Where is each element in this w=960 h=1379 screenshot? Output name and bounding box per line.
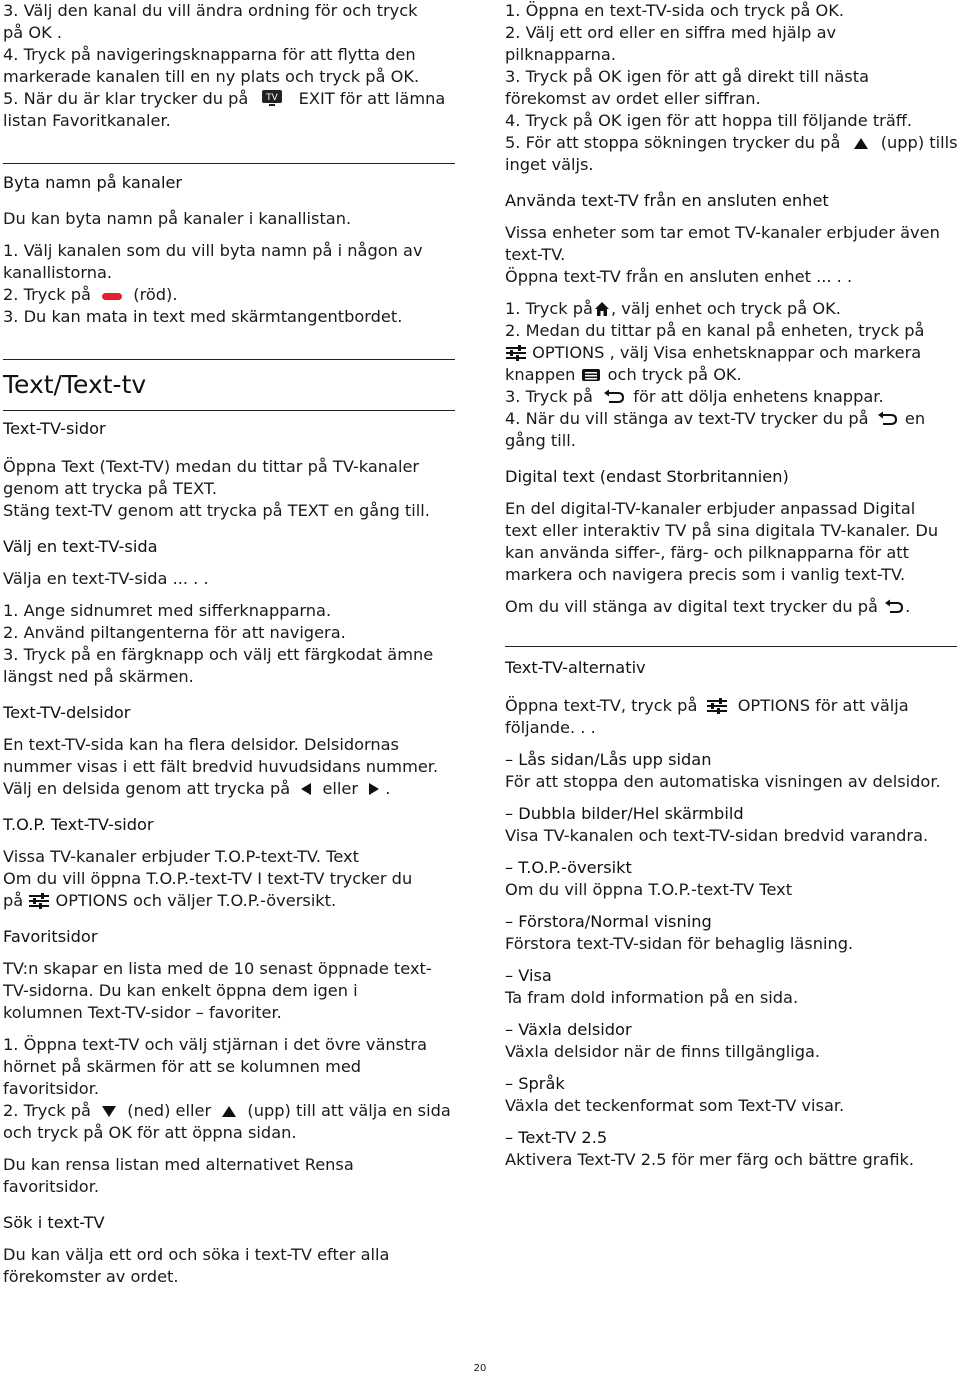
favourites-line-1: TV:n skapar en lista med de 10 senast öppnade text- xyxy=(3,959,432,978)
options-line-1-text: Öppna text-TV, tryck på xyxy=(505,696,698,715)
step-3-cont: på OK . xyxy=(3,23,62,42)
subpages-line-1: En text-TV-sida kan ha flera delsidor. Delsidornas xyxy=(3,735,399,754)
favourites-step-2-cont: och tryck på OK för att öppna sidan. xyxy=(3,1123,297,1142)
search-step-2: 2. Välj ett ord eller en siffra med hjälp av xyxy=(505,23,837,42)
connected-line-2: text-TV. xyxy=(505,245,566,264)
option-title: – Dubbla bilder/Hel skärmbild xyxy=(505,804,744,823)
digital-heading: Digital text (endast Storbritannien) xyxy=(505,467,789,486)
subpages-line-2: nummer visas i ett fält bredvid huvudsidans nummer. xyxy=(3,757,439,776)
page-number: 20 xyxy=(473,1363,487,1374)
option-item xyxy=(505,749,957,793)
connected-step-2-cont xyxy=(505,342,957,364)
top-section xyxy=(3,814,455,912)
step-5-exit: EXIT för att lämna xyxy=(298,89,446,108)
connected-step-2-button-text: knappen xyxy=(505,365,576,384)
right-column xyxy=(505,0,957,1171)
options-list xyxy=(505,749,957,1171)
option-title: – T.O.P.-översikt xyxy=(505,858,632,877)
connected-heading: Använda text-TV från en ansluten enhet xyxy=(505,191,829,210)
svg-text:TV: TV xyxy=(266,93,279,103)
back-icon xyxy=(874,411,900,427)
pages-line-3: Stäng text-TV genom att trycka på TEXT en gång till. xyxy=(3,501,430,520)
options-line-1-options: OPTIONS för att välja xyxy=(737,696,909,715)
connected-step-1-end: , välj enhet och tryck på OK. xyxy=(610,299,841,318)
options-heading: Text-TV-alternativ xyxy=(505,658,646,677)
pages-line-1: Öppna Text (Text-TV) medan du tittar på TV-kanaler xyxy=(3,457,420,476)
option-desc: Visa TV-kanalen och text-TV-sidan bredvid varandra. xyxy=(505,826,929,845)
search-line-1: Du kan välja ett ord och söka i text-TV efter alla xyxy=(3,1245,390,1264)
option-desc: Aktivera Text-TV 2.5 för mer färg och bättre grafik. xyxy=(505,1150,915,1169)
favourites-step-1-end: favoritsidor. xyxy=(3,1079,100,1098)
digital-line-3: kan använda siffer-, färg- och pilknapparna för att xyxy=(505,543,909,562)
step-5-text: 5. När du är klar trycker du på xyxy=(3,89,249,108)
rename-step-1: 1. Välj kanalen som du vill byta namn på i någon av xyxy=(3,241,423,260)
digital-line-5-text: Om du vill stänga av digital text trycker du på xyxy=(505,597,878,616)
rename-step-2-red: (röd). xyxy=(133,285,178,304)
digital-line-4: markera och navigera precis som i vanlig text-TV. xyxy=(505,565,906,584)
home-icon xyxy=(593,301,611,317)
arrow-up-icon xyxy=(846,135,876,151)
top-line-3-text: på xyxy=(3,891,24,910)
option-title: – Växla delsidor xyxy=(505,1020,632,1039)
pages-line-2: genom att trycka på TEXT. xyxy=(3,479,218,498)
digital-line-5-end: . xyxy=(905,597,911,616)
search-step-3-cont: förekomst av ordet eller siffran. xyxy=(505,89,761,108)
digital-line-5 xyxy=(505,596,957,618)
option-title: – Visa xyxy=(505,966,552,985)
rename-step-2 xyxy=(3,284,455,306)
step-4: 4. Tryck på navigeringsknapparna för att flytta den xyxy=(3,45,416,64)
option-item xyxy=(505,803,957,847)
top-line-2: Om du vill öppna T.O.P.-text-TV I text-TV trycker du xyxy=(3,869,413,888)
digital-line-1: En del digital-TV-kanaler erbjuder anpassad Digital xyxy=(505,499,916,518)
rename-heading: Byta namn på kanaler xyxy=(3,173,183,192)
rename-step-1-cont: kanallistorna. xyxy=(3,263,113,282)
rename-step-3: 3. Du kan mata in text med skärmtangentbordet. xyxy=(3,307,403,326)
option-desc: Ta fram dold information på en sida. xyxy=(505,988,799,1007)
divider xyxy=(505,646,957,647)
favourites-heading: Favoritsidor xyxy=(3,927,98,946)
top-heading: T.O.P. Text-TV-sidor xyxy=(3,815,154,834)
arrow-left-icon xyxy=(295,781,317,797)
search-step-1: 1. Öppna en text-TV-sida och tryck på OK. xyxy=(505,1,845,20)
options-line-2: följande. . . xyxy=(505,718,596,737)
options-line-1 xyxy=(505,695,957,717)
step-5 xyxy=(3,88,455,110)
option-title: – Text-TV 2.5 xyxy=(505,1128,608,1147)
connected-step-2-end xyxy=(505,364,957,386)
connected-step-3-end: för att dölja enhetens knappar. xyxy=(633,387,884,406)
tv-icon xyxy=(253,89,293,107)
connected-step-3-text: 3. Tryck på xyxy=(505,387,593,406)
step-5-cont: listan Favoritkanaler. xyxy=(3,111,171,130)
arrow-up-icon xyxy=(216,1103,242,1119)
search-step-3: 3. Tryck på OK igen för att gå direkt till nästa xyxy=(505,67,869,86)
options-icon xyxy=(703,698,733,714)
search-heading: Sök i text-TV xyxy=(3,1213,105,1232)
teletext-pages-section xyxy=(3,418,455,522)
divider xyxy=(3,359,455,360)
keypad-icon xyxy=(580,367,602,383)
options-icon xyxy=(505,345,527,361)
search-step-5 xyxy=(505,132,957,154)
option-title: – Förstora/Normal visning xyxy=(505,912,712,931)
left-column xyxy=(3,0,455,1288)
search-section xyxy=(3,1212,455,1288)
select-intro: Välja en text-TV-sida ... . . xyxy=(3,569,209,588)
step-4-cont: markerade kanalen till en ny plats och tryck på OK. xyxy=(3,67,420,86)
favourites-section xyxy=(3,926,455,1198)
search-step-5-up: (upp) tills xyxy=(880,133,958,152)
favourites-step-2 xyxy=(3,1100,455,1122)
search-steps xyxy=(505,0,957,176)
search-step-5-text: 5. För att stoppa sökningen trycker du på xyxy=(505,133,841,152)
top-line-3-options: OPTIONS och väljer T.O.P.-översikt. xyxy=(55,891,337,910)
connected-step-4-text: 4. När du vill stänga av text-TV trycker du på xyxy=(505,409,869,428)
favourites-step-2-text: 2. Tryck på xyxy=(3,1101,91,1120)
option-item xyxy=(505,1019,957,1063)
favourites-step-2-up: (upp) till att välja en sida xyxy=(247,1101,451,1120)
digital-line-2: text eller interaktiv TV på sina digitala TV-kanaler. Du xyxy=(505,521,939,540)
subpages-line-3-text: Välj en delsida genom att trycka på xyxy=(3,779,291,798)
red-button-icon xyxy=(96,289,128,303)
section-title: Text/Text-tv xyxy=(3,370,147,399)
select-step-3-cont: längst ned på skärmen. xyxy=(3,667,194,686)
favourites-line-3: kolumnen Text-TV-sidor – favoriter. xyxy=(3,1003,282,1022)
search-line-2: förekomster av ordet. xyxy=(3,1267,179,1286)
select-step-1: 1. Ange sidnumret med sifferknapparna. xyxy=(3,601,332,620)
step-3: 3. Välj den kanal du vill ändra ordning för och tryck xyxy=(3,1,418,20)
option-title: – Språk xyxy=(505,1074,565,1093)
option-desc: Växla det teckenformat som Text-TV visar. xyxy=(505,1096,845,1115)
option-item xyxy=(505,1127,957,1171)
select-step-2: 2. Använd piltangenterna för att navigera. xyxy=(3,623,346,642)
subpages-line-3-or: eller xyxy=(322,779,359,798)
option-item xyxy=(505,857,957,901)
options-icon xyxy=(28,893,50,909)
connected-line-1: Vissa enheter som tar emot TV-kanaler erbjuder även xyxy=(505,223,940,242)
favourites-line-2: TV-sidorna. Du kan enkelt öppna dem igen i xyxy=(3,981,358,1000)
subpages-heading: Text-TV-delsidor xyxy=(3,703,131,722)
top-line-3 xyxy=(3,890,455,912)
search-step-2-cont: pilknapparna. xyxy=(505,45,616,64)
connected-step-1-text: 1. Tryck på xyxy=(505,299,593,318)
search-step-5-cont: inget väljs. xyxy=(505,155,594,174)
rename-step-2-text: 2. Tryck på xyxy=(3,285,91,304)
favourites-clear-1: Du kan rensa listan med alternativet Rensa xyxy=(3,1155,354,1174)
option-title: – Lås sidan/Lås upp sidan xyxy=(505,750,712,769)
subpages-line-3-end: . xyxy=(385,779,391,798)
digital-section xyxy=(505,466,957,618)
favourites-step-1-cont: hörnet på skärmen för att se kolumnen med xyxy=(3,1057,362,1076)
option-item xyxy=(505,911,957,955)
connected-step-2: 2. Medan du tittar på en kanal på enheten, tryck på xyxy=(505,321,925,340)
top-line-1: Vissa TV-kanaler erbjuder T.O.P-text-TV. Text xyxy=(3,847,359,866)
connected-step-3 xyxy=(505,386,957,408)
option-item xyxy=(505,965,957,1009)
divider xyxy=(3,410,455,411)
favourites-step-1: 1. Öppna text-TV och välj stjärnan i det övre vänstra xyxy=(3,1035,427,1054)
select-heading: Välj en text-TV-sida xyxy=(3,537,158,556)
arrow-right-icon xyxy=(363,781,385,797)
option-desc: Förstora text-TV-sidan för behaglig läsning. xyxy=(505,934,854,953)
connected-step-4-end: en xyxy=(904,409,926,428)
option-desc: Om du vill öppna T.O.P.-text-TV Text xyxy=(505,880,793,899)
connected-step-2-options: OPTIONS , välj Visa enhetsknappar och markera xyxy=(532,343,922,362)
subpages-line-3 xyxy=(3,778,455,800)
favourites-step-2-down: (ned) eller xyxy=(127,1101,212,1120)
connected-step-2-ok: och tryck på OK. xyxy=(607,365,742,384)
option-desc: För att stoppa den automatiska visningen av delsidor. xyxy=(505,772,941,791)
reorder-steps xyxy=(3,0,455,132)
favourites-clear-2: favoritsidor. xyxy=(3,1177,100,1196)
select-page-section xyxy=(3,536,455,688)
search-step-4: 4. Tryck på OK igen för att hoppa till följande träff. xyxy=(505,111,913,130)
rename-section xyxy=(3,172,455,328)
connected-line-3: Öppna text-TV från en ansluten enhet ... . . xyxy=(505,267,853,286)
option-item xyxy=(505,1073,957,1117)
connected-step-4-cont: gång till. xyxy=(505,431,576,450)
arrow-down-icon xyxy=(96,1103,122,1119)
options-section xyxy=(505,657,957,1171)
pages-heading: Text-TV-sidor xyxy=(3,419,106,438)
option-desc: Växla delsidor när de finns tillgängliga. xyxy=(505,1042,821,1061)
subpages-section xyxy=(3,702,455,800)
connected-step-4 xyxy=(505,408,957,430)
rename-desc: Du kan byta namn på kanaler i kanallistan. xyxy=(3,209,352,228)
back-icon xyxy=(883,599,905,615)
connected-section xyxy=(505,190,957,452)
select-step-3: 3. Tryck på en färgknapp och välj ett färgkodat ämne xyxy=(3,645,434,664)
back-icon xyxy=(598,389,628,405)
connected-step-1 xyxy=(505,298,957,320)
divider xyxy=(3,163,455,164)
